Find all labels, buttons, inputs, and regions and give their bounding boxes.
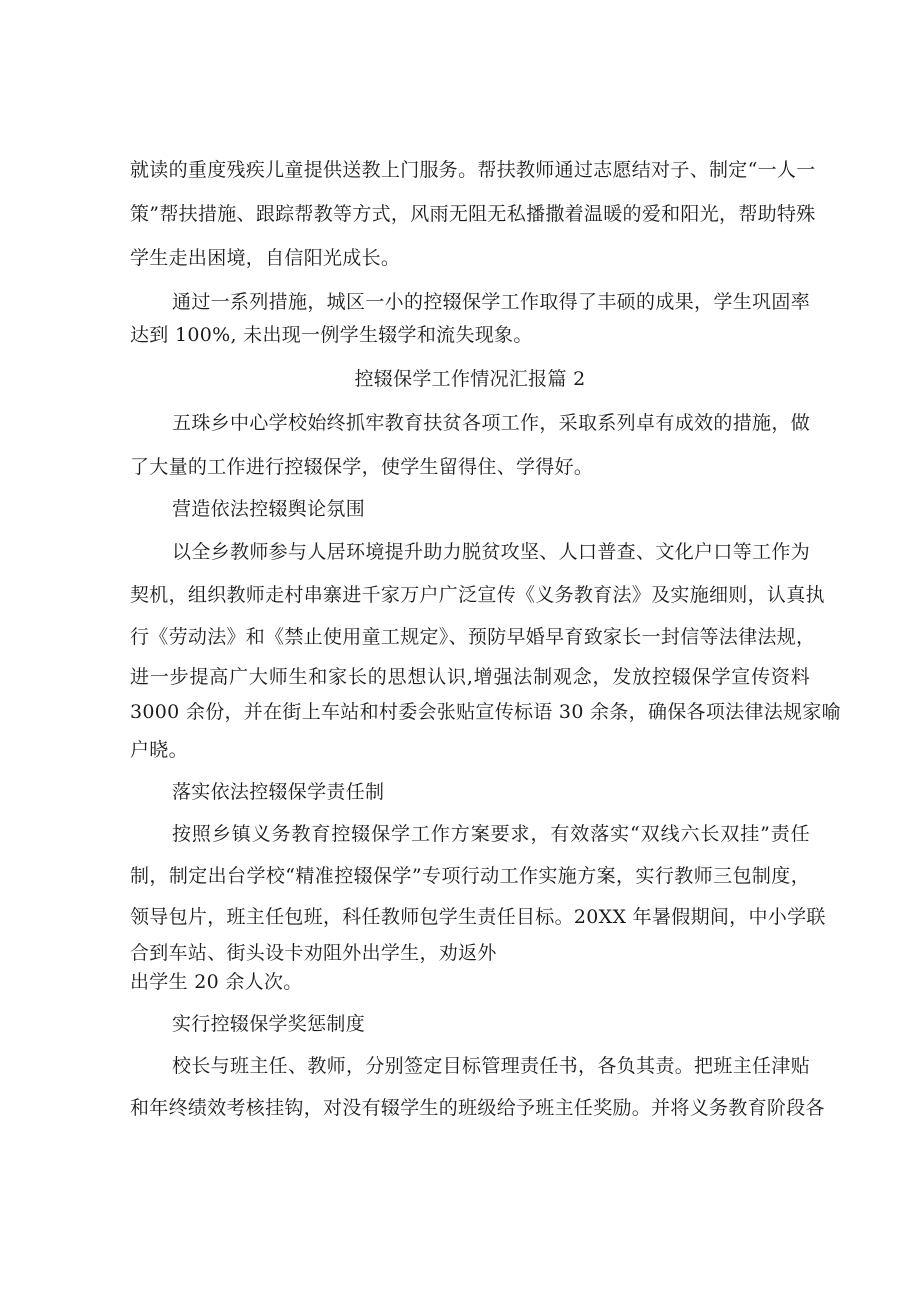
- text-line: 领导包片，班主任包班，科任教师包学生责任目标。20XX 年暑假期间，中小学联: [130, 906, 826, 928]
- text-line: 五珠乡中心学校始终抓牢教育扶贫各项工作，采取系列卓有成效的措施，做: [172, 412, 810, 434]
- text-line: 和年终绩效考核挂钩，对没有辍学生的班级给予班主任奖励。并将义务教育阶段各: [130, 1097, 825, 1119]
- text-line: 进一步提高广大师生和家长的思想认识,增强法制观念，发放控辍保学宣传资料: [130, 666, 810, 688]
- subheading: 落实依法控辍保学责任制: [172, 781, 385, 803]
- text-line: 校长与班主任、教师，分别签定目标管理责任书，各负其责。把班主任津贴: [172, 1055, 810, 1077]
- text-line: 以全乡教师参与人居环境提升助力脱贫攻坚、人口普查、文化户口等工作为: [172, 541, 810, 563]
- text-line: 行《劳动法》和《禁止使用童工规定》、预防早婚早育致家长一封信等法律法规，: [130, 626, 816, 648]
- text-line: 制，制定出台学校“精准控辍保学”专项行动工作实施方案，实行教师三包制度，: [130, 865, 810, 887]
- subheading: 营造依法控辍舆论氛围: [172, 498, 366, 520]
- text-line: 出学生 20 余人次。: [130, 971, 303, 993]
- text-line: 户晓。: [130, 739, 188, 761]
- text-line: 就读的重度残疾儿童提供送教上门服务。帮扶教师通过志愿结对子、制定“一人一: [130, 159, 816, 181]
- text-line: 按照乡镇义务教育控辍保学工作方案要求，有效落实“双线六长双挂”责任: [172, 823, 810, 845]
- text-line: 策”帮扶措施、跟踪帮教等方式，风雨无阻无私播撒着温暖的爱和阳光，帮助特殊: [130, 203, 816, 225]
- text-line: 合到车站、街头设卡劝阻外出学生，劝返外: [130, 942, 497, 964]
- section-title: 控辍保学工作情况汇报篇 2: [354, 368, 586, 390]
- text-line: 学生走出困境，自信阳光成长。: [130, 247, 401, 269]
- text-line: 了大量的工作进行控辍保学，使学生留得住、学得好。: [130, 456, 594, 478]
- text-line: 3000 余份，并在街上车站和村委会张贴宣传标语 30 余条，确保各项法律法规家喻: [130, 701, 841, 723]
- subheading: 实行控辍保学奖惩制度: [172, 1013, 366, 1035]
- text-line: 通过一系列措施，城区一小的控辍保学工作取得了丰硕的成果，学生巩固率: [172, 291, 810, 313]
- text-line: 契机，组织教师走村串寨进千家万户广泛宣传《义务教育法》及实施细则，认真执: [130, 584, 825, 606]
- text-line: 达到 100%, 未出现一例学生辍学和流失现象。: [130, 324, 533, 346]
